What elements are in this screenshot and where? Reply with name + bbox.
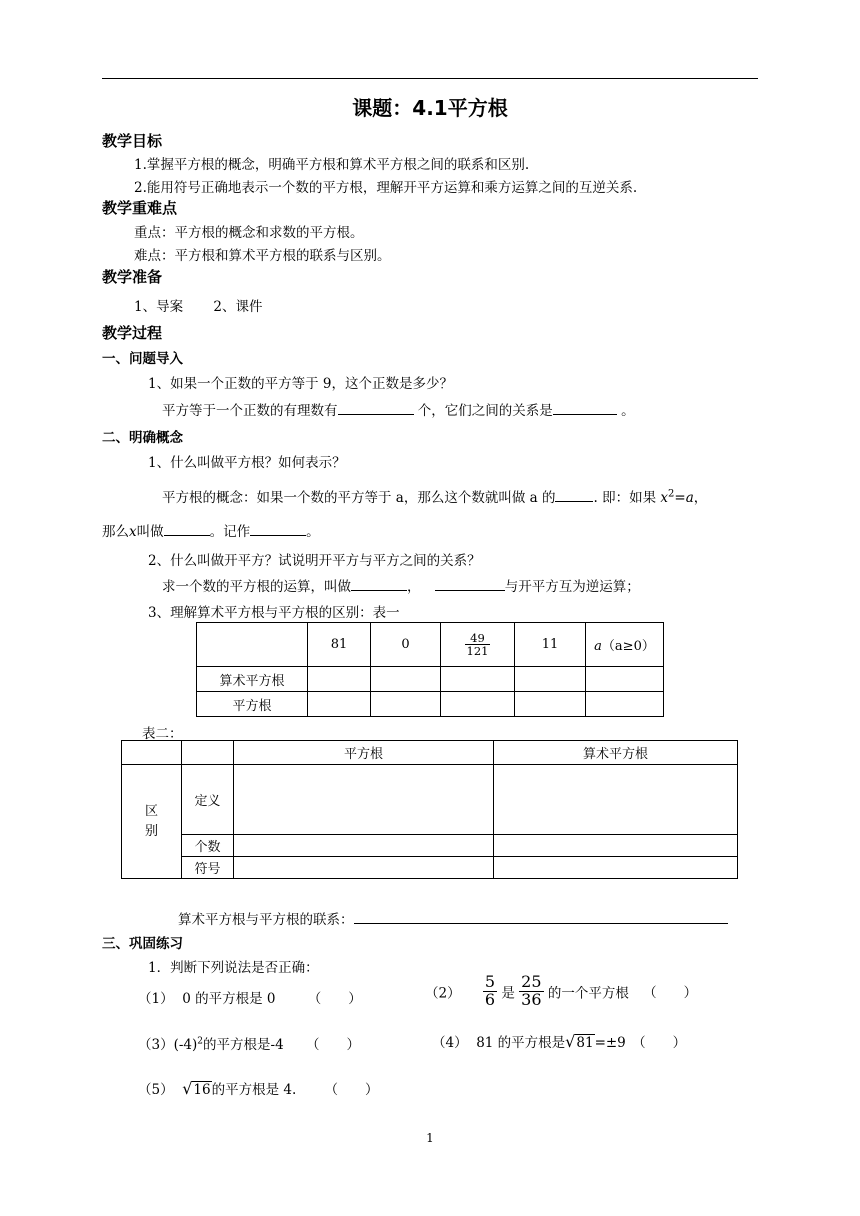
key-heading: 教学重难点	[102, 199, 178, 217]
blank-called[interactable]	[164, 522, 210, 536]
table1-header-81: 81	[308, 623, 371, 667]
page-title: 课题：4.1平方根	[352, 96, 508, 120]
blank-count[interactable]	[338, 401, 414, 415]
part1-fill-line: 平方等于一个正数的有理数有 个，它们之间的关系是 。	[162, 403, 635, 419]
answer-paren-5[interactable]: （ ）	[324, 1082, 379, 1098]
table1-header-a: a（a≥0）	[586, 623, 664, 667]
part3-heading: 三、巩固练习	[102, 936, 183, 952]
table1-header-11: 11	[515, 623, 586, 667]
part2-heading: 二、明确概念	[102, 430, 183, 446]
table1-cell[interactable]	[441, 692, 515, 717]
part3-question: 1．判断下列说法是否正确：	[148, 960, 319, 976]
table1-cell[interactable]	[515, 692, 586, 717]
table2-cell[interactable]	[494, 857, 738, 879]
blank-relation-answer[interactable]	[354, 910, 728, 924]
table1-cell[interactable]	[371, 692, 441, 717]
exercise-5: （5） √16的平方根是 4. （ ）	[138, 1079, 379, 1098]
table-1	[196, 622, 664, 717]
table2-corner	[122, 741, 182, 765]
table1-cell[interactable]	[308, 692, 371, 717]
table2-side-label: 区 别	[122, 765, 182, 879]
table2-header-arith: 算术平方根	[494, 741, 738, 765]
prep-items: 1、导案 2、课件	[134, 299, 263, 315]
part1-heading: 一、问题导入	[102, 351, 183, 367]
answer-paren-4[interactable]: （ ）	[632, 1035, 687, 1051]
definition-line-2: 那么x叫做 。记作 。	[102, 524, 320, 540]
answer-paren-3[interactable]: （ ）	[305, 1037, 360, 1053]
part1-question: 1、如果一个正数的平方等于 9，这个正数是多少？	[148, 376, 453, 392]
table1-header-fraction: $\frac{49}{121}$	[441, 623, 515, 667]
table2-cell[interactable]	[494, 835, 738, 857]
relation-line: 算术平方根与平方根的联系：	[178, 908, 728, 928]
table-2	[121, 740, 738, 879]
part2-question-2: 2、什么叫做开平方？试说明开平方与平方之间的关系？	[148, 553, 481, 569]
table1-row-sqrt: 平方根	[197, 692, 308, 717]
definition-line-1: 平方根的概念：如果一个数的平方等于 a，那么这个数就叫做 a 的 . 即：如果 $x^2=a$，	[162, 488, 708, 506]
blank-relation[interactable]	[553, 401, 617, 415]
goal-2: 2.能用符号正确地表示一个数的平方根，理解开平方运算和乘方运算之间的互逆关系.	[134, 180, 638, 196]
table2-cell[interactable]	[234, 765, 494, 835]
table1-cell[interactable]	[308, 667, 371, 692]
table1-corner	[197, 623, 308, 667]
blank-inverse[interactable]	[435, 577, 505, 591]
table1-cell[interactable]	[586, 667, 664, 692]
table2-row-count: 个数	[182, 835, 234, 857]
table1-cell[interactable]	[515, 667, 586, 692]
goal-1: 1.掌握平方根的概念，明确平方根和算术平方根之间的联系和区别.	[134, 157, 530, 173]
table2-row-symbol: 符号	[182, 857, 234, 879]
page-number: 1	[426, 1131, 434, 1145]
header-rule	[102, 78, 758, 79]
table2-cell[interactable]	[494, 765, 738, 835]
table1-cell[interactable]	[586, 692, 664, 717]
operation-line: 求一个数的平方根的运算，叫做 ， 与开平方互为逆运算；	[162, 579, 640, 595]
blank-notation[interactable]	[250, 522, 306, 536]
key-point: 重点：平方根的概念和求数的平方根。	[134, 225, 364, 241]
exercise-2: （2） $\frac{5}{6}$ 是 $\frac{25}{36}$ 的一个平方根 （ ）	[425, 972, 698, 1009]
part2-question-1: 1、什么叫做平方根？如何表示？	[148, 455, 346, 471]
table1-header-0: 0	[371, 623, 441, 667]
table1-row-arith: 算术平方根	[197, 667, 308, 692]
goals-heading: 教学目标	[102, 132, 163, 150]
table2-cell[interactable]	[234, 857, 494, 879]
table2-header-sqrt: 平方根	[234, 741, 494, 765]
process-heading: 教学过程	[102, 324, 163, 342]
table2-row-definition: 定义	[182, 765, 234, 835]
answer-paren-1[interactable]: （ ）	[307, 991, 362, 1007]
table2-corner-2	[182, 741, 234, 765]
table2-caption: 表二：	[142, 726, 183, 742]
difficult-point: 难点：平方根和算术平方根的联系与区别。	[134, 248, 391, 264]
exercise-3: $(3)(-4)^2$的平方根是-4 （ ）	[138, 1036, 360, 1053]
part2-question-3: 3、理解算术平方根与平方根的区别：表一	[148, 605, 400, 621]
exercise-4: （4） 81 的平方根是√81=±9 （ ）	[432, 1032, 687, 1051]
blank-sqrt-name[interactable]	[555, 488, 593, 502]
table1-cell[interactable]	[441, 667, 515, 692]
prep-heading: 教学准备	[102, 268, 163, 286]
table1-cell[interactable]	[371, 667, 441, 692]
exercise-1: （1） 0 的平方根是 0 （ ）	[138, 991, 362, 1007]
table2-cell[interactable]	[234, 835, 494, 857]
answer-paren-2[interactable]: （ ）	[643, 985, 698, 1002]
blank-operation[interactable]	[351, 577, 407, 591]
